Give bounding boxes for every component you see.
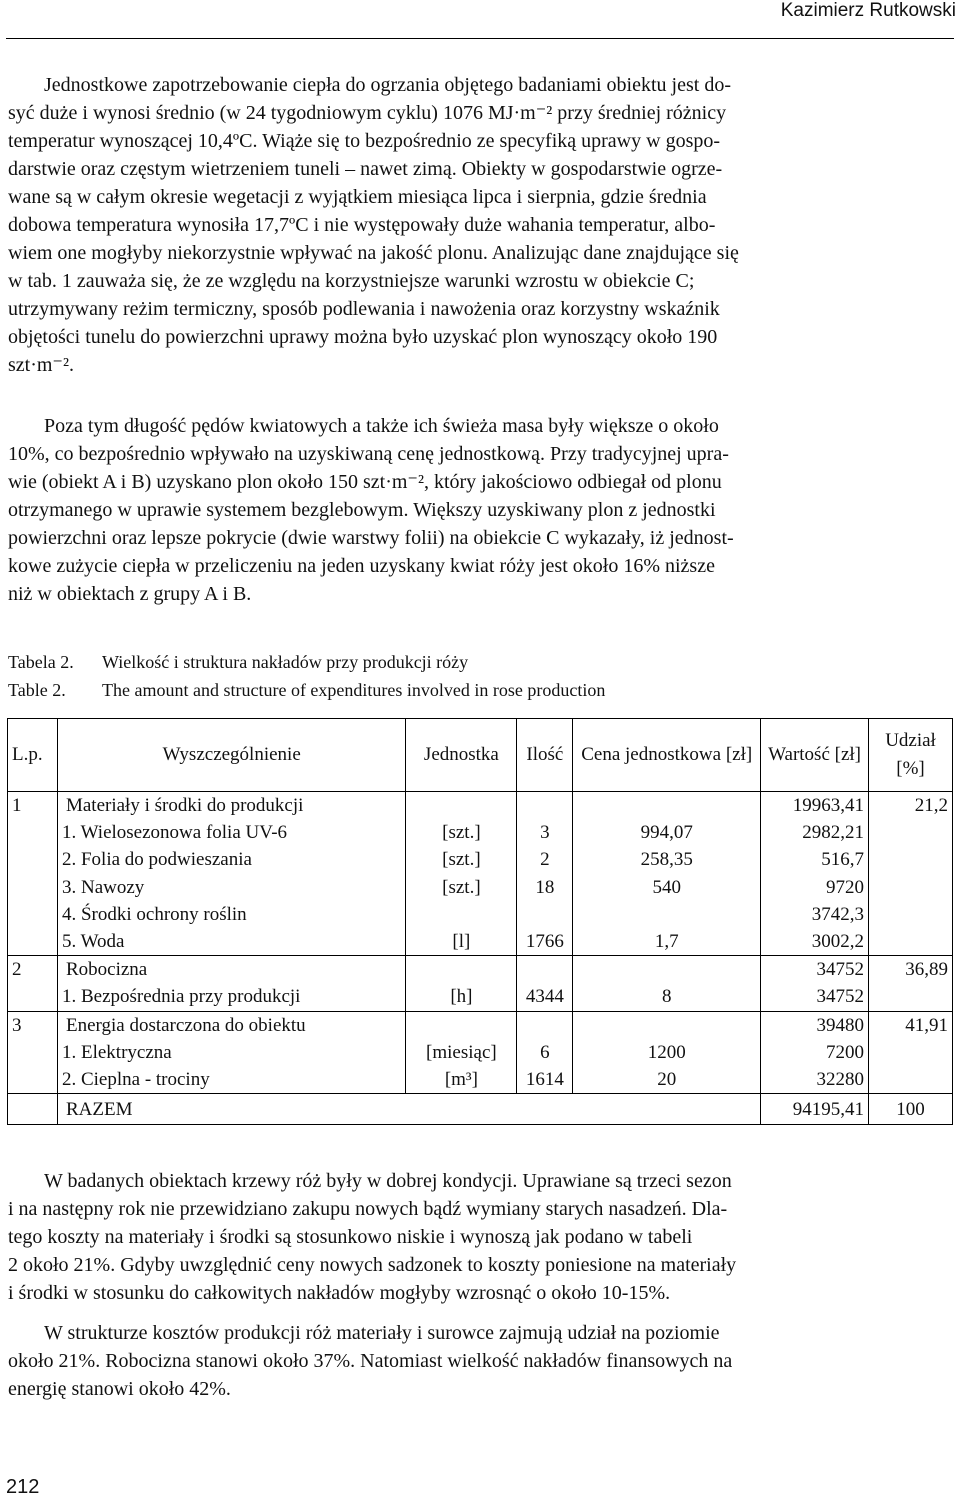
cell-unit	[406, 1011, 517, 1039]
cell-unit-price	[573, 956, 761, 984]
cell-unit: [szt.]	[406, 846, 517, 873]
cell-quantity: 18	[517, 874, 573, 901]
cell-lp: 2	[8, 956, 58, 984]
header-lp: L.p.	[8, 719, 58, 792]
cell-value: 3002,2	[761, 928, 869, 956]
cell-value: 19963,41	[761, 792, 869, 820]
header-item: Wyszczególnienie	[57, 719, 405, 792]
text-line: i środki w stosunku do całkowitych nakładów mogłyby wzrosnąć o około 10-15%.	[8, 1282, 671, 1304]
cell-unit-price: 1,7	[573, 928, 761, 956]
cell-lp	[8, 928, 58, 956]
table-row	[8, 928, 953, 956]
cell-share	[869, 1066, 953, 1094]
cell-unit	[406, 956, 517, 984]
cell-item: 2. Cieplna - trociny	[57, 1066, 405, 1094]
text-line: niż w obiektach z grupy A i B.	[8, 583, 252, 605]
table-title-pl: Wielkość i struktura nakładów przy produkcji róży	[102, 652, 469, 672]
table-row	[8, 983, 953, 1011]
cell-item: 2. Folia do podwieszania	[57, 846, 405, 873]
text-line: powierzchni oraz lepsze pokrycie (dwie warstwy folii) na obiekcie C wykazały, iż jednost-	[8, 527, 734, 549]
cell-value: 2982,21	[761, 819, 869, 846]
cell-quantity: 2	[517, 846, 573, 873]
cell-share	[869, 1039, 953, 1066]
cell-item: 1. Elektryczna	[57, 1039, 405, 1066]
cell-lp	[8, 874, 58, 901]
cell-unit	[406, 792, 517, 820]
header-unit: Jednostka	[406, 719, 517, 792]
total-label: RAZEM	[57, 1094, 760, 1125]
header-unit-price: Cena jednostkowa [zł]	[573, 719, 761, 792]
total-share: 100	[869, 1094, 953, 1125]
cell-unit-price: 1200	[573, 1039, 761, 1066]
cell-item: 4. Środki ochrony roślin	[57, 901, 405, 928]
paragraph-cost-structure	[8, 1319, 954, 1403]
table-row	[8, 846, 953, 873]
cell-share	[869, 846, 953, 873]
paragraph-yield	[8, 412, 954, 608]
cell-unit: [m³]	[406, 1066, 517, 1094]
cell-lp	[8, 819, 58, 846]
paragraph-heat-demand	[8, 71, 954, 379]
text-line: wane są w całym okresie wegetacji z wyjątkiem miesiąca lipca i sierpnia, gdzie średnia	[8, 186, 707, 208]
cell-unit-price: 258,35	[573, 846, 761, 873]
cell-quantity: 4344	[517, 983, 573, 1011]
cell-unit	[406, 901, 517, 928]
table-header-row	[8, 719, 953, 792]
cell-lp	[8, 1039, 58, 1066]
header-rule	[6, 38, 954, 39]
text-line: około 21%. Robocizna stanowi około 37%. Natomiast wielkość nakładów finansowych na	[8, 1350, 733, 1372]
cell-share: 41,91	[869, 1011, 953, 1039]
cell-unit-price	[573, 1011, 761, 1039]
text-line: Jednostkowe zapotrzebowanie ciepła do ogrzania objętego badaniami obiektu jest do-	[44, 74, 731, 96]
cell-share: 21,2	[869, 792, 953, 820]
cell-value: 34752	[761, 983, 869, 1011]
header-value: Wartość [zł]	[761, 719, 869, 792]
cell-value: 7200	[761, 1039, 869, 1066]
text-line: w tab. 1 zauważa się, że ze względu na korzystniejsze warunki wzrostu w obiekcie C;	[8, 270, 695, 292]
header-share: Udział [%]	[869, 719, 953, 792]
table-row	[8, 1011, 953, 1039]
expenditure-table	[7, 718, 953, 1125]
text-line: otrzymanego w uprawie systemem bezglebowym. Większy uzyskiwany plon z jednostki	[8, 499, 716, 521]
table-row	[8, 1039, 953, 1066]
cell-value: 34752	[761, 956, 869, 984]
cell-item: 1. Bezpośrednia przy produkcji	[57, 983, 405, 1011]
text-line: dobowa temperatura wynosiła 17,7ºC i nie występowały duże wahania temperatur, albo-	[8, 214, 716, 236]
text-line: objętości tunelu do powierzchni uprawy można było uzyskać plon wynoszący około 190	[8, 326, 718, 348]
cell-unit: [l]	[406, 928, 517, 956]
cell-share	[869, 983, 953, 1011]
cell-unit-price: 20	[573, 1066, 761, 1094]
table-caption-pl	[8, 648, 468, 676]
text-line: W strukturze kosztów produkcji róż materiały i surowce zajmują udział na poziomie	[44, 1322, 720, 1344]
text-line: 10%, co bezpośrednio wpływało na uzyskiwaną cenę jednostkową. Przy tradycyjnej upra-	[8, 443, 729, 465]
cell-share	[869, 819, 953, 846]
cell-lp: 3	[8, 1011, 58, 1039]
cell-lp	[8, 983, 58, 1011]
cell-quantity: 1766	[517, 928, 573, 956]
cell-unit-price: 540	[573, 874, 761, 901]
table-number-en: Table 2.	[8, 680, 66, 700]
cell-unit-price: 994,07	[573, 819, 761, 846]
cell-quantity: 1614	[517, 1066, 573, 1094]
text-line: energię stanowi około 42%.	[8, 1378, 231, 1400]
table-number-pl: Tabela 2.	[8, 652, 74, 672]
cell-item: 5. Woda	[57, 928, 405, 956]
table-row	[8, 874, 953, 901]
cell-lp	[8, 1066, 58, 1094]
cell-unit-price	[573, 792, 761, 820]
table-row	[8, 956, 953, 984]
cell-value: 3742,3	[761, 901, 869, 928]
text-line: kowe zużycie ciepła w przeliczeniu na jeden uzyskany kwiat róży jest około 16% niższe	[8, 555, 715, 577]
table-title-en: The amount and structure of expenditures involved in rose production	[102, 680, 606, 700]
cell-item: Robocizna	[57, 956, 405, 984]
cell-lp	[8, 1094, 58, 1125]
cell-unit: [miesiąc]	[406, 1039, 517, 1066]
cell-value: 9720	[761, 874, 869, 901]
total-value: 94195,41	[761, 1094, 869, 1125]
text-line: wiem one mogłyby niekorzystnie wpływać na jakość plonu. Analizując dane znajdujące się	[8, 242, 739, 264]
cell-item: Materiały i środki do produkcji	[57, 792, 405, 820]
cell-share	[869, 901, 953, 928]
table-row	[8, 901, 953, 928]
text-line: temperatur wynoszącej 10,4ºC. Wiąże się to bezpośrednio ze specyfiką uprawy w gospo-	[8, 130, 721, 152]
cell-lp	[8, 846, 58, 873]
text-line: Poza tym długość pędów kwiatowych a także ich świeża masa były większe o około	[44, 415, 719, 437]
cell-quantity	[517, 956, 573, 984]
cell-lp: 1	[8, 792, 58, 820]
text-line: utrzymywany reżim termiczny, sposób podlewania i nawożenia oraz korzystny wskaźnik	[8, 298, 720, 320]
text-line: syć duże i wynosi średnio (w 24 tygodniowym cyklu) 1076 MJ·m⁻² przy średniej różnicy	[8, 102, 727, 124]
cell-unit: [szt.]	[406, 819, 517, 846]
table-row	[8, 819, 953, 846]
cell-item: 3. Nawozy	[57, 874, 405, 901]
cell-quantity: 3	[517, 819, 573, 846]
cell-item: 1. Wielosezonowa folia UV-6	[57, 819, 405, 846]
cell-quantity	[517, 901, 573, 928]
cell-share: 36,89	[869, 956, 953, 984]
running-header-author: Kazimierz Rutkowski	[780, 0, 956, 21]
text-line: 2 około 21%. Gdyby uwzględnić ceny nowych sadzonek to koszty poniesione na materiały	[8, 1254, 737, 1276]
cell-quantity	[517, 1011, 573, 1039]
cell-value: 39480	[761, 1011, 869, 1039]
cell-share	[869, 928, 953, 956]
cell-value: 32280	[761, 1066, 869, 1094]
cell-value: 516,7	[761, 846, 869, 873]
cell-lp	[8, 901, 58, 928]
text-line: wie (obiekt A i B) uzyskano plon około 150 szt·m⁻², który jakościowo odbiegał od plonu	[8, 471, 722, 493]
cell-unit: [szt.]	[406, 874, 517, 901]
cell-quantity: 6	[517, 1039, 573, 1066]
header-quantity: Ilość	[517, 719, 573, 792]
text-line: W badanych obiektach krzewy róż były w dobrej kondycji. Uprawiane są trzeci sezon	[44, 1170, 732, 1192]
text-line: darstwie oraz częstym wietrzeniem tuneli – nawet zimą. Obiekty w gospodarstwie ogrze-	[8, 158, 723, 180]
table-row	[8, 792, 953, 820]
cell-unit: [h]	[406, 983, 517, 1011]
text-line: i na następny rok nie przewidziano zakupu nowych bądź wymiany starych nasadzeń. Dla-	[8, 1198, 728, 1220]
text-line: tego koszty na materiały i środki są stosunkowo niskie i wynoszą jak podano w tabeli	[8, 1226, 693, 1248]
paragraph-condition	[8, 1167, 954, 1307]
cell-quantity	[517, 792, 573, 820]
text-line: szt·m⁻².	[8, 354, 74, 376]
table-total-row	[8, 1094, 953, 1125]
cell-item: Energia dostarczona do obiektu	[57, 1011, 405, 1039]
cell-unit-price: 8	[573, 983, 761, 1011]
table-row	[8, 1066, 953, 1094]
cell-unit-price	[573, 901, 761, 928]
page-number: 212	[6, 1476, 40, 1498]
table-caption-en	[8, 676, 605, 704]
cell-share	[869, 874, 953, 901]
